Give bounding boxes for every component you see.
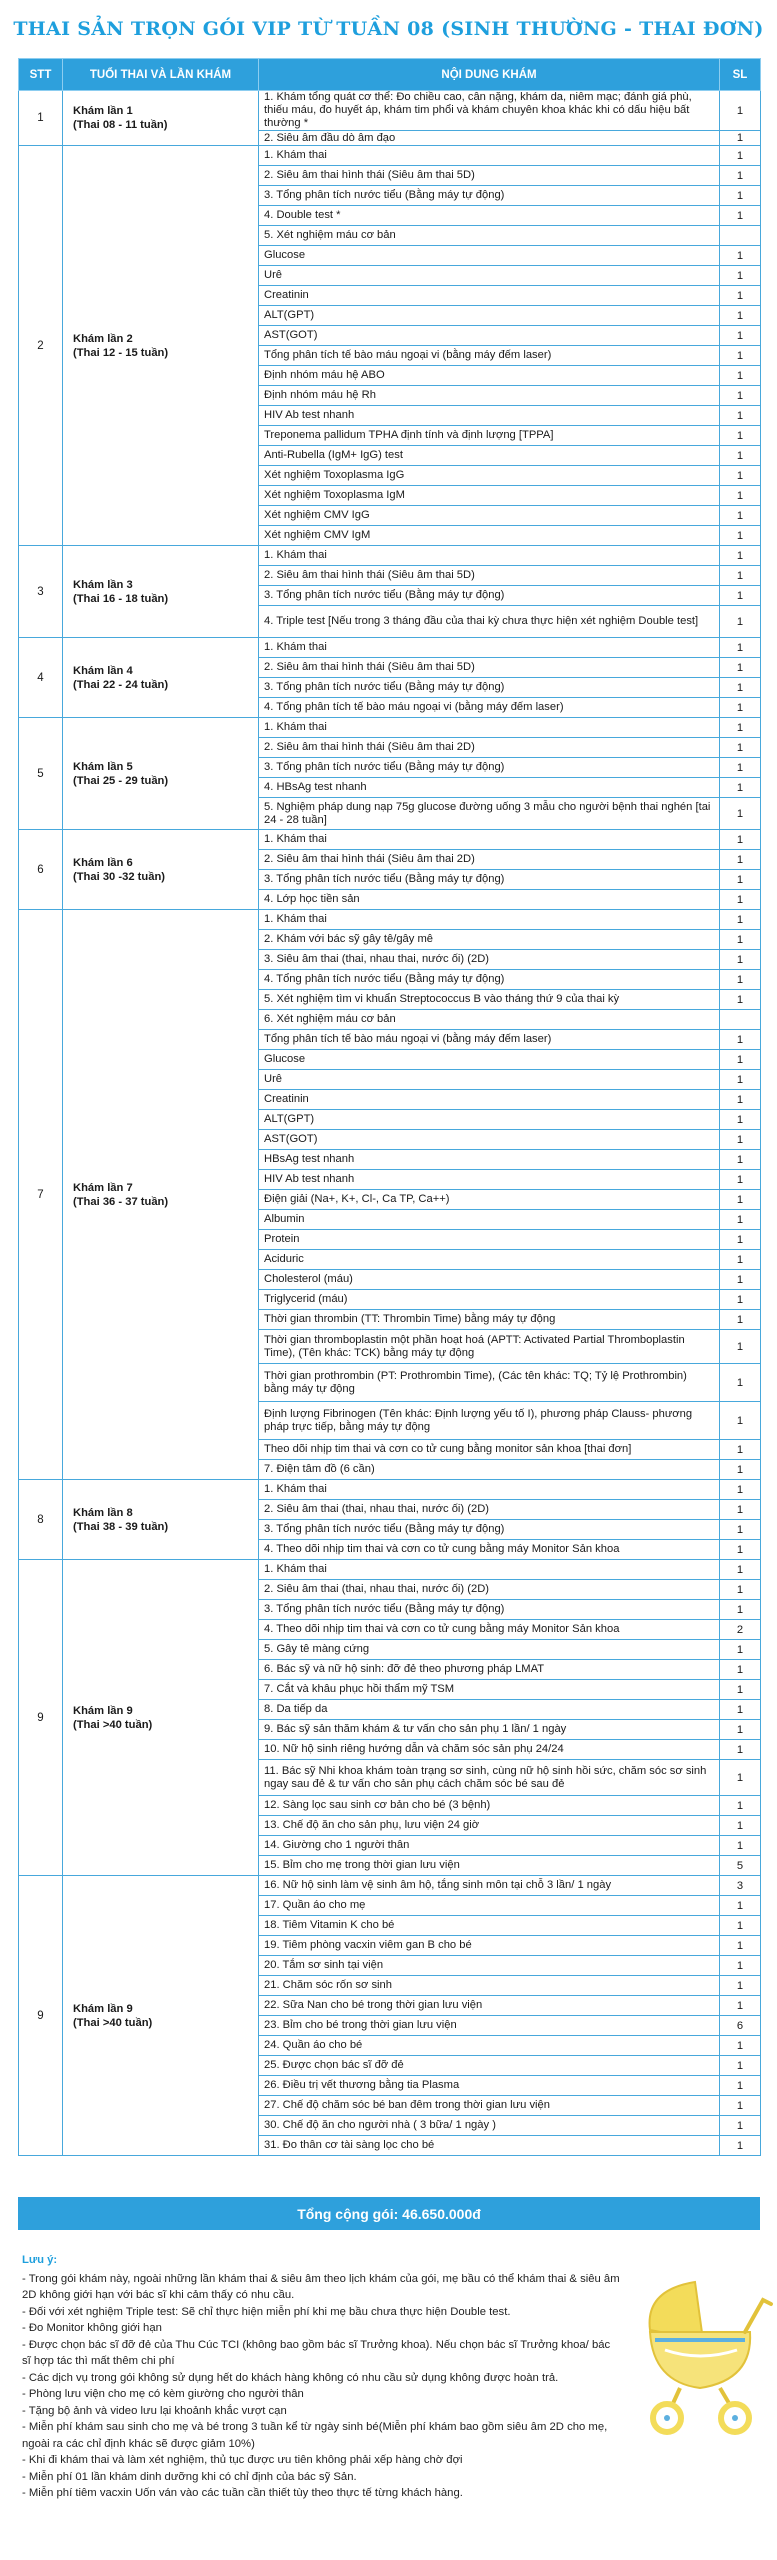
note-item: - Được chọn bác sĩ đỡ đẻ của Thu Cúc TCI (không bao gồm bác sĩ Trưởng khoa). Nếu chọn bác sĩ Trưởng khoa/ bác sĩ hợp tác thì mất thêm chi phí [22,2338,611,2367]
exam-quantity: 1 [720,698,761,718]
visit-name: Khám lần 9 [73,2002,133,2015]
exam-quantity: 1 [720,446,761,466]
exam-quantity: 1 [720,206,761,226]
exam-quantity: 1 [720,2096,761,2116]
visit-period: (Thai 30 -32 tuần) [73,870,166,883]
exam-quantity: 1 [720,1560,761,1580]
visit-name: Khám lần 7 [73,1181,133,1194]
exam-quantity: 1 [720,1976,761,1996]
exam-item: Định lượng Fibrinogen (Tên khác: Định lượng yếu tố I), phương pháp Clauss- phương pháp trực tiếp, bằng máy tự động [259,1402,720,1440]
notes-title: Lưu ý: [22,2254,58,2266]
table-row [19,1876,761,1896]
exam-item: 4. Double test * [259,206,720,226]
visit-stt: 6 [19,830,63,910]
exam-item: 30. Chế độ ăn cho người nhà ( 3 bữa/ 1 ngày ) [259,2116,720,2136]
note-item: - Miễn phí tiêm vacxin Uốn ván vào các tuần cần thiết tùy theo thực tế từng khách hàng. [22,2487,463,2499]
visit-stt: 3 [19,546,63,638]
exam-item: Urê [259,266,720,286]
exam-item: Creatinin [259,286,720,306]
exam-quantity: 1 [720,1580,761,1600]
exam-quantity: 1 [720,1364,761,1402]
exam-item: Xét nghiệm CMV IgG [259,506,720,526]
exam-quantity: 1 [720,658,761,678]
exam-quantity: 1 [720,778,761,798]
note-item: - Tặng bộ ảnh và video lưu lại khoảnh khắc vượt cạn [22,2404,287,2417]
exam-quantity: 1 [720,1190,761,1210]
exam-quantity [720,1010,761,1030]
visit-stt: 9 [19,1876,63,2156]
baby-stroller-icon [625,2270,775,2440]
visit-label [63,910,259,1480]
exam-item: 2. Siêu âm thai hình thái (Siêu âm thai 2D) [259,850,720,870]
exam-quantity: 1 [720,506,761,526]
exam-quantity: 1 [720,606,761,638]
exam-quantity: 1 [720,2036,761,2056]
exam-item: 11. Bác sỹ Nhi khoa khám toàn trạng sơ sinh, cùng nữ hộ sinh hồi sức, chăm sóc sơ sinh ngay sau đẻ & tư vấn cho sản phụ cách chăm sóc bé sau đẻ [259,1760,720,1796]
exam-item: Albumin [259,1210,720,1230]
exam-item: 13. Chế độ ăn cho sản phụ, lưu viện 24 giờ [259,1816,720,1836]
exam-item: 26. Điều trị vết thương bằng tia Plasma [259,2076,720,2096]
exam-item: 17. Quần áo cho mẹ [259,1896,720,1916]
table-row [19,1560,761,1580]
visit-period: (Thai 22 - 24 tuần) [73,678,169,691]
exam-quantity: 1 [720,1836,761,1856]
exam-quantity: 3 [720,1876,761,1896]
exam-quantity: 1 [720,830,761,850]
exam-quantity: 1 [720,1520,761,1540]
header-content: NỘI DUNG KHÁM [259,59,720,91]
visit-period: (Thai 08 - 11 tuần) [73,119,168,131]
exam-quantity: 1 [720,1110,761,1130]
exam-item: Xét nghiệm CMV IgM [259,526,720,546]
exam-quantity: 1 [720,526,761,546]
exam-item: Treponema pallidum TPHA định tính và định lượng [TPPA] [259,426,720,446]
exam-quantity: 1 [720,2116,761,2136]
exam-quantity: 1 [720,1030,761,1050]
table-row [19,91,761,131]
exam-item: 1. Khám thai [259,146,720,166]
exam-quantity: 1 [720,1480,761,1500]
total-price: Tổng cộng gói: 46.650.000đ [18,2197,760,2230]
exam-quantity: 1 [720,1816,761,1836]
exam-quantity: 1 [720,1540,761,1560]
exam-item: Triglycerid (máu) [259,1290,720,1310]
header-sl: SL [720,59,761,91]
exam-quantity: 1 [720,1070,761,1090]
exam-quantity: 1 [720,306,761,326]
notes-section [22,2252,622,2502]
exam-quantity: 1 [720,246,761,266]
visit-label [63,638,259,718]
exam-quantity: 1 [720,850,761,870]
exam-item: 1. Khám tổng quát cơ thể: Đo chiều cao, cân nặng, khám da, niêm mạc; đánh giá phù, thiếu máu, đo huyết áp, khám tim phổi và khám chuyên khoa khác khi có dấu hiệu bất thường * [259,91,720,131]
exam-item: 3. Tổng phân tích nước tiểu (Bằng máy tự động) [259,1600,720,1620]
table-row [19,910,761,930]
exam-item: 4. Theo dõi nhịp tim thai và cơn co tử cung bằng máy Monitor Sản khoa [259,1540,720,1560]
exam-quantity: 1 [720,486,761,506]
exam-item: 1. Khám thai [259,830,720,850]
exam-quantity: 1 [720,1740,761,1760]
exam-item: 4. Theo dõi nhịp tim thai và cơn co tử cung bằng máy Monitor Sản khoa [259,1620,720,1640]
exam-item: 22. Sữa Nan cho bé trong thời gian lưu viện [259,1996,720,2016]
exam-quantity: 1 [720,638,761,658]
visit-label [63,718,259,830]
exam-item: 20. Tắm sơ sinh tại viện [259,1956,720,1976]
visit-period: (Thai >40 tuần) [73,1718,153,1731]
exam-item: 1. Khám thai [259,910,720,930]
exam-item: Cholesterol (máu) [259,1270,720,1290]
visit-period: (Thai 38 - 39 tuần) [73,1520,169,1533]
exam-item: HBsAg test nhanh [259,1150,720,1170]
exam-quantity: 1 [720,1720,761,1740]
exam-item: 12. Sàng lọc sau sinh cơ bản cho bé (3 bệnh) [259,1796,720,1816]
exam-item: 4. Tổng phân tích tế bào máu ngoại vi (bằng máy đếm laser) [259,698,720,718]
exam-item: 2. Siêu âm đầu dò âm đạo [259,131,720,146]
exam-item: 27. Chế độ chăm sóc bé ban đêm trong thời gian lưu viện [259,2096,720,2116]
exam-quantity: 6 [720,2016,761,2036]
exam-quantity: 1 [720,266,761,286]
visit-label [63,546,259,638]
exam-quantity: 1 [720,346,761,366]
exam-item: 2. Khám với bác sỹ gây tê/gây mê [259,930,720,950]
exam-item: 2. Siêu âm thai hình thái (Siêu âm thai 5D) [259,166,720,186]
visit-name: Khám lần 4 [73,664,133,677]
exam-quantity: 1 [720,1150,761,1170]
note-item: - Miễn phí khám sau sinh cho mẹ và bé trong 3 tuần kể từ ngày sinh bé(Miễn phí khám bao gồm siêu âm 2D cho mẹ, ngoài ra các chỉ định khác sẽ được giảm 10%) [22,2421,608,2450]
visit-name: Khám lần 1 [73,105,133,117]
exam-item: 3. Siêu âm thai (thai, nhau thai, nước ối) (2D) [259,950,720,970]
exam-quantity: 5 [720,1856,761,1876]
visit-label [63,91,259,146]
exam-item: Tổng phân tích tế bào máu ngoại vi (bằng máy đếm laser) [259,1030,720,1050]
exam-item: 5. Nghiệm pháp dung nạp 75g glucose đường uống 3 mẫu cho người bệnh thai nghén [tai 24 - 28 tuần] [259,798,720,830]
visit-label [63,1560,259,1876]
exam-quantity: 1 [720,2136,761,2156]
exam-quantity: 1 [720,146,761,166]
exam-item: 4. Triple test [Nếu trong 3 tháng đầu của thai kỳ chưa thực hiện xét nghiệm Double test] [259,606,720,638]
table-row [19,146,761,166]
exam-quantity: 1 [720,166,761,186]
exam-item: Định nhóm máu hệ Rh [259,386,720,406]
exam-item: Thời gian thromboplastin một phần hoạt hoá (APTT: Activated Partial Thromboplastin Time), (Tên khác: TCK) bằng máy tự động [259,1330,720,1364]
exam-item: 16. Nữ hộ sinh làm vệ sinh âm hộ, tắng sinh môn tại chỗ 3 lần/ 1 ngày [259,1876,720,1896]
table-row [19,718,761,738]
package-table [18,58,761,2156]
exam-item: Thời gian prothrombin (PT: Prothrombin Time), (Các tên khác: TQ; Tỷ lệ Prothrombin) bằng máy tự động [259,1364,720,1402]
exam-quantity: 1 [720,1270,761,1290]
exam-item: 25. Được chọn bác sĩ đỡ đẻ [259,2056,720,2076]
exam-item: 9. Bác sỹ sản thăm khám & tư vấn cho sản phụ 1 lần/ 1 ngày [259,1720,720,1740]
exam-quantity: 1 [720,1996,761,2016]
exam-item: 3. Tổng phân tích nước tiểu (Bằng máy tự động) [259,186,720,206]
exam-item: 5. Xét nghiệm máu cơ bản [259,226,720,246]
visit-stt: 9 [19,1560,63,1876]
note-item: - Phòng lưu viện cho mẹ có kèm giường cho người thân [22,2388,304,2400]
exam-item: HIV Ab test nhanh [259,406,720,426]
exam-quantity: 1 [720,1600,761,1620]
exam-item: Định nhóm máu hệ ABO [259,366,720,386]
exam-quantity: 1 [720,1130,761,1150]
exam-item: 7. Cắt và khâu phục hồi thẩm mỹ TSM [259,1680,720,1700]
exam-quantity: 1 [720,910,761,930]
exam-item: 2. Siêu âm thai hình thái (Siêu âm thai 2D) [259,738,720,758]
exam-quantity: 1 [720,930,761,950]
notes-list [22,2271,622,2502]
visit-name: Khám lần 3 [73,578,133,591]
exam-item: Glucose [259,246,720,266]
exam-quantity: 1 [720,738,761,758]
exam-item: 5. Xét nghiệm tìm vi khuẩn Streptococcus B vào tháng thứ 9 của thai kỳ [259,990,720,1010]
exam-quantity: 1 [720,366,761,386]
exam-quantity: 1 [720,870,761,890]
exam-item: 31. Đo thân cơ tài sàng lọc cho bé [259,2136,720,2156]
exam-item: 2. Siêu âm thai (thai, nhau thai, nước ối) (2D) [259,1580,720,1600]
visit-name: Khám lần 9 [73,1704,133,1717]
exam-item: Tổng phân tích tế bào máu ngoại vi (bằng máy đếm laser) [259,346,720,366]
visit-label [63,1480,259,1560]
exam-item: Protein [259,1230,720,1250]
header-stt: STT [19,59,63,91]
exam-quantity: 1 [720,890,761,910]
visit-name: Khám lần 2 [73,332,133,345]
exam-item: Glucose [259,1050,720,1070]
exam-quantity: 1 [720,950,761,970]
exam-item: 3. Tổng phân tích nước tiểu (Bằng máy tự động) [259,758,720,778]
exam-quantity: 1 [720,1796,761,1816]
exam-quantity: 1 [720,386,761,406]
visit-name: Khám lần 6 [73,856,133,869]
header-visit: TUỔI THAI VÀ LẦN KHÁM [63,59,259,91]
exam-quantity: 1 [720,1660,761,1680]
exam-item: AST(GOT) [259,326,720,346]
visit-period: (Thai 36 - 37 tuần) [73,1195,169,1208]
exam-item: Aciduric [259,1250,720,1270]
exam-item: 6. Bác sỹ và nữ hộ sinh: đỡ đẻ theo phương pháp LMAT [259,1660,720,1680]
exam-quantity: 1 [720,406,761,426]
exam-item: 4. HBsAg test nhanh [259,778,720,798]
exam-item: 15. Bỉm cho mẹ trong thời gian lưu viện [259,1856,720,1876]
exam-quantity: 1 [720,546,761,566]
note-item: - Khi đi khám thai và làm xét nghiệm, thủ tục được ưu tiên không phải xếp hàng chờ đợi [22,2454,463,2466]
exam-item: 4. Tổng phân tích nước tiểu (Bằng máy tự động) [259,970,720,990]
exam-quantity: 1 [720,131,761,146]
exam-quantity: 1 [720,91,761,131]
exam-quantity: 1 [720,1956,761,1976]
exam-quantity: 1 [720,426,761,446]
exam-quantity: 1 [720,1090,761,1110]
visit-stt: 5 [19,718,63,830]
exam-item: 3. Tổng phân tích nước tiểu (Bằng máy tự động) [259,678,720,698]
exam-item: Creatinin [259,1090,720,1110]
exam-item: 1. Khám thai [259,1560,720,1580]
exam-quantity: 1 [720,1402,761,1440]
exam-quantity: 1 [720,286,761,306]
exam-item: 18. Tiêm Vitamin K cho bé [259,1916,720,1936]
exam-item: 19. Tiêm phòng vacxin viêm gan B cho bé [259,1936,720,1956]
exam-item: 14. Giường cho 1 người thân [259,1836,720,1856]
exam-item: 8. Da tiếp da [259,1700,720,1720]
visit-period: (Thai 12 - 15 tuần) [73,346,169,359]
exam-quantity [720,226,761,246]
exam-item: Thời gian thrombin (TT: Thrombin Time) bằng máy tự động [259,1310,720,1330]
exam-item: Xét nghiệm Toxoplasma IgG [259,466,720,486]
exam-quantity: 1 [720,1290,761,1310]
exam-item: 21. Chăm sóc rốn sơ sinh [259,1976,720,1996]
note-item: - Đối với xét nghiệm Triple test: Sẽ chỉ thực hiện miễn phí khi mẹ bầu chưa thực hiện Double test. [22,2305,511,2318]
table-row [19,830,761,850]
exam-quantity: 1 [720,1170,761,1190]
exam-quantity: 1 [720,2056,761,2076]
visit-label [63,830,259,910]
exam-quantity: 1 [720,1050,761,1070]
exam-item: 6. Xét nghiệm máu cơ bản [259,1010,720,1030]
exam-item: HIV Ab test nhanh [259,1170,720,1190]
note-item: - Các dịch vụ trong gói không sử dụng hết do khách hàng không có nhu cầu sử dụng không được hoàn trả. [22,2371,559,2384]
exam-quantity: 1 [720,970,761,990]
exam-quantity: 1 [720,1896,761,1916]
visit-period: (Thai 25 - 29 tuần) [73,774,169,787]
exam-item: 24. Quần áo cho bé [259,2036,720,2056]
exam-item: Theo dõi nhịp tim thai và cơn co tử cung bằng monitor sản khoa [thai đơn] [259,1440,720,1460]
exam-quantity: 1 [720,1640,761,1660]
exam-quantity: 2 [720,1620,761,1640]
exam-quantity: 1 [720,678,761,698]
exam-quantity: 1 [720,1680,761,1700]
visit-name: Khám lần 5 [73,760,133,773]
visit-period: (Thai >40 tuần) [73,2016,153,2029]
visit-stt: 7 [19,910,63,1480]
exam-item: ALT(GPT) [259,306,720,326]
exam-quantity: 1 [720,1330,761,1364]
visit-period: (Thai 16 - 18 tuần) [73,592,169,605]
exam-quantity: 1 [720,798,761,830]
exam-item: 1. Khám thai [259,1480,720,1500]
table-header-row [19,59,761,91]
exam-item: 23. Bỉm cho bé trong thời gian lưu viện [259,2016,720,2036]
exam-item: 1. Khám thai [259,718,720,738]
note-item: - Đo Monitor không giới hạn [22,2322,162,2334]
exam-item: 2. Siêu âm thai hình thái (Siêu âm thai 5D) [259,566,720,586]
exam-item: 3. Tổng phân tích nước tiểu (Bằng máy tự động) [259,586,720,606]
exam-item: 1. Khám thai [259,638,720,658]
exam-quantity: 1 [720,566,761,586]
exam-quantity: 1 [720,326,761,346]
exam-item: 3. Tổng phân tích nước tiểu (Bằng máy tự động) [259,870,720,890]
exam-quantity: 1 [720,466,761,486]
exam-item: 4. Lớp học tiền sản [259,890,720,910]
exam-item: 7. Điện tâm đồ (6 cần) [259,1460,720,1480]
exam-item: ALT(GPT) [259,1110,720,1130]
exam-quantity: 1 [720,1210,761,1230]
visit-stt: 8 [19,1480,63,1560]
table-row [19,638,761,658]
exam-quantity: 1 [720,1460,761,1480]
exam-quantity: 1 [720,1500,761,1520]
exam-quantity: 1 [720,1936,761,1956]
note-item: - Trong gói khám này, ngoài những lần khám thai & siêu âm theo lịch khám của gói, mẹ bầu có thể khám thai & siêu âm 2D không giới hạn với bác sĩ khi cảm thấy có nhu cầu. [22,2272,620,2301]
exam-item: 10. Nữ hộ sinh riêng hướng dẫn và chăm sóc sản phụ 24/24 [259,1740,720,1760]
exam-quantity: 1 [720,1310,761,1330]
exam-item: 2. Siêu âm thai (thai, nhau thai, nước ối) (2D) [259,1500,720,1520]
exam-quantity: 1 [720,186,761,206]
exam-item: Xét nghiệm Toxoplasma IgM [259,486,720,506]
exam-item: Urê [259,1070,720,1090]
visit-stt: 1 [19,91,63,146]
exam-quantity: 1 [720,1250,761,1270]
exam-item: 5. Gây tê màng cứng [259,1640,720,1660]
table-body [19,91,761,2156]
exam-quantity: 1 [720,1760,761,1796]
exam-quantity: 1 [720,2076,761,2096]
visit-name: Khám lần 8 [73,1506,133,1519]
exam-quantity: 1 [720,1230,761,1250]
exam-item: AST(GOT) [259,1130,720,1150]
exam-item: Anti-Rubella (IgM+ IgG) test [259,446,720,466]
visit-stt: 2 [19,146,63,546]
exam-item: 3. Tổng phân tích nước tiểu (Bằng máy tự động) [259,1520,720,1540]
exam-quantity: 1 [720,1916,761,1936]
exam-quantity: 1 [720,758,761,778]
exam-quantity: 1 [720,586,761,606]
visit-stt: 4 [19,638,63,718]
visit-label [63,1876,259,2156]
exam-quantity: 1 [720,990,761,1010]
visit-label [63,146,259,546]
table-row [19,1480,761,1500]
note-item: - Miễn phí 01 lần khám dinh dưỡng khi có chỉ định của bác sỹ Sản. [22,2470,357,2483]
exam-item: 1. Khám thai [259,546,720,566]
exam-quantity: 1 [720,718,761,738]
exam-quantity: 1 [720,1440,761,1460]
page-title: THAI SẢN TRỌN GÓI VIP TỪ TUẦN 08 (SINH THƯỜNG - THAI ĐƠN) [13,18,764,40]
table-row [19,546,761,566]
exam-item: Điện giải (Na+, K+, Cl-, Ca TP, Ca++) [259,1190,720,1210]
exam-item: 2. Siêu âm thai hình thái (Siêu âm thai 5D) [259,658,720,678]
exam-quantity: 1 [720,1700,761,1720]
